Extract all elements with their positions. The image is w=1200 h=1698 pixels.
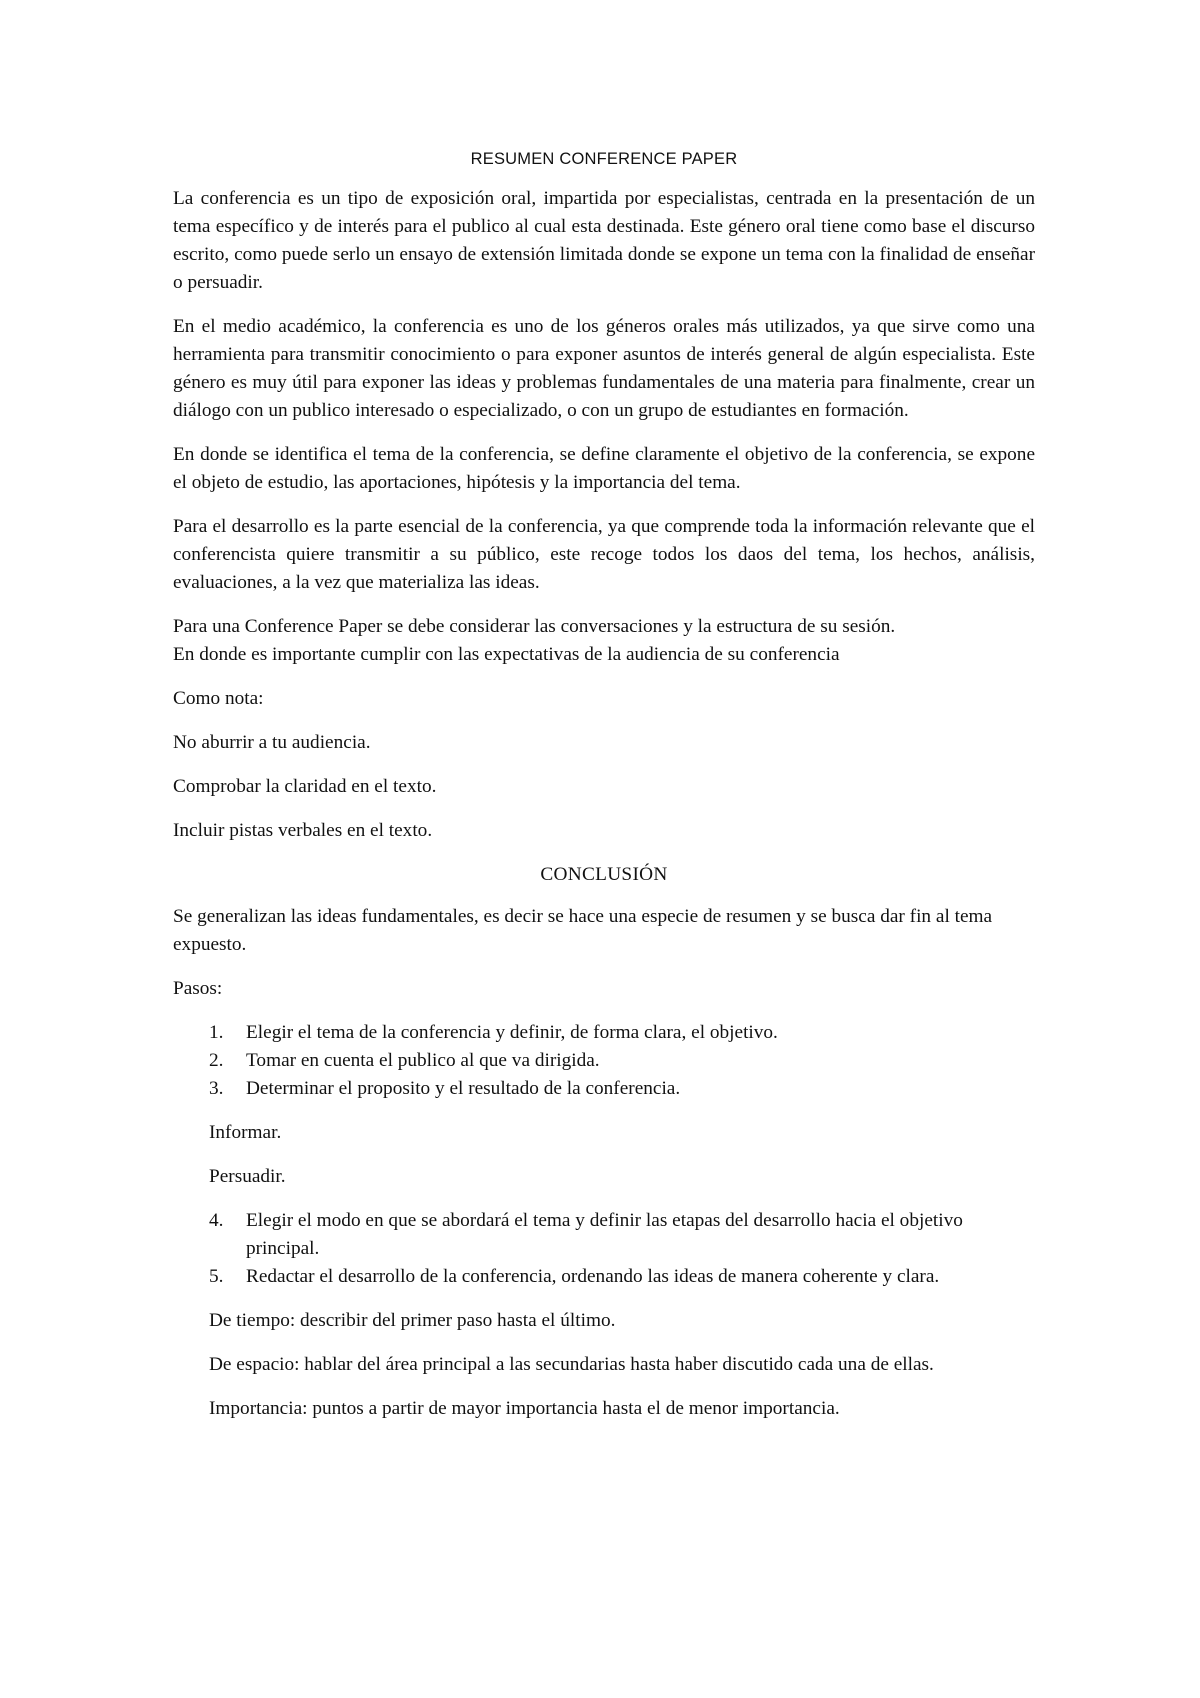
intro-paragraph: La conferencia es un tipo de exposición oral, impartida por especialistas, centrada en la presentación de un tema específico y de interés para el publico al cual esta destinada. Este género oral tiene como base el discurso escrito, como puede serlo un ensayo de extensión limitada donde se expone un tema con la finalidad de enseñar o persuadir.: [173, 188, 1035, 293]
conclusion-heading: CONCLUSIÓN: [540, 864, 668, 885]
step-text: Elegir el modo en que se abordará el tema y definir las etapas del desarrollo hacia el objetivo principal.: [246, 1210, 963, 1259]
intro-paragraph: Para el desarrollo es la parte esencial de la conferencia, ya que comprende toda la información relevante que el conferencista quiere transmitir a su público, este recoge todos los daos del tema, los hechos, análisis, evaluaciones, a la vez que materializa las ideas.: [173, 516, 1035, 593]
step-number: 1.: [209, 1022, 224, 1043]
step-number: 2.: [209, 1050, 224, 1071]
note-item: Incluir pistas verbales en el texto.: [173, 820, 433, 841]
pasos-label: Pasos:: [173, 978, 223, 999]
step-text: Elegir el tema de la conferencia y definir, de forma clara, el objetivo.: [246, 1022, 778, 1043]
step-item: [173, 1047, 1035, 1075]
step-text: Redactar el desarrollo de la conferencia, ordenando las ideas de manera coherente y clara.: [246, 1266, 940, 1287]
order-item: De tiempo: describir del primer paso hasta el último.: [209, 1310, 616, 1331]
step-text: Tomar en cuenta el publico al que va dirigida.: [246, 1050, 600, 1071]
steps-list: [173, 1207, 1035, 1291]
step-number: 4.: [209, 1210, 224, 1231]
conclusion-paragraph: Se generalizan las ideas fundamentales, es decir se hace una especie de resumen y se busca dar fin al tema expuesto.: [173, 906, 993, 955]
intro-paragraph: En donde se identifica el tema de la conferencia, se define claramente el objetivo de la conferencia, se expone el objeto de estudio, las aportaciones, hipótesis y la importancia del tema.: [173, 444, 1035, 493]
step-number: 3.: [209, 1078, 224, 1099]
document-title: RESUMEN CONFERENCE PAPER: [470, 150, 738, 168]
purpose-item: Informar.: [209, 1122, 282, 1143]
step-item: [173, 1207, 1035, 1263]
nota-label: Como nota:: [173, 688, 264, 709]
note-item: No aburrir a tu audiencia.: [173, 732, 371, 753]
step-number: 5.: [209, 1266, 224, 1287]
paper-note-line: En donde es importante cumplir con las expectativas de la audiencia de su conferencia: [173, 644, 840, 665]
paper-note-paragraph: [173, 613, 1035, 669]
step-item: [173, 1263, 1035, 1291]
purpose-item: Persuadir.: [209, 1166, 286, 1187]
order-item: Importancia: puntos a partir de mayor importancia hasta el de menor importancia.: [209, 1398, 840, 1419]
note-item: Comprobar la claridad en el texto.: [173, 776, 437, 797]
step-item: [173, 1075, 1035, 1103]
paper-note-line: Para una Conference Paper se debe considerar las conversaciones y la estructura de su sesión.: [173, 616, 896, 637]
steps-list: [173, 1019, 1035, 1103]
document-body: [173, 148, 1035, 1439]
step-text: Determinar el proposito y el resultado de la conferencia.: [246, 1078, 681, 1099]
intro-paragraph: En el medio académico, la conferencia es uno de los géneros orales más utilizados, ya que sirve como una herramienta para transmitir conocimiento o para exponer asuntos de interés general de algún especialista. Este género es muy útil para exponer las ideas y problemas fundamentales de una materia para finalmente, crear un diálogo con un publico interesado o especializado, o con un grupo de estudiantes en formación.: [173, 316, 1035, 421]
order-item: De espacio: hablar del área principal a las secundarias hasta haber discutido cada una de ellas.: [209, 1354, 934, 1375]
step-item: [173, 1019, 1035, 1047]
